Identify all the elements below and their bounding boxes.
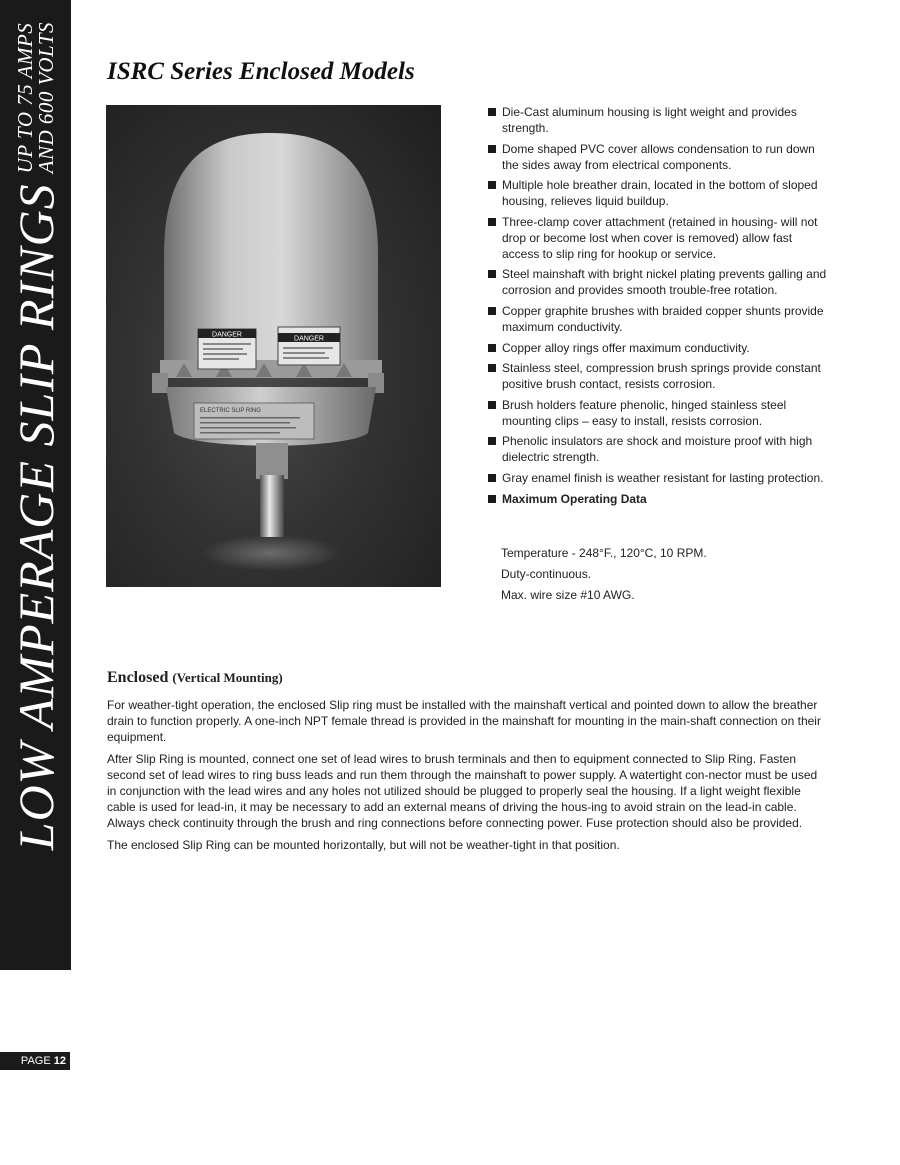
side-banner-line1: UP TO 75 AMPS: [13, 22, 37, 174]
feature-item: Brush holders feature phenolic, hinged stainless steel mounting clips – easy to install, resists corrosion.: [488, 397, 828, 429]
page-number-tab: [0, 1052, 70, 1070]
enclosed-heading-subtitle: (Vertical Mounting): [172, 670, 283, 685]
floor-reflection: [201, 535, 341, 571]
feature-item: Gray enamel finish is weather resistant for lasting protection.: [488, 470, 828, 486]
body-paragraph: The enclosed Slip Ring can be mounted horizontally, but will not be weather-tight in that position.: [107, 838, 620, 852]
enclosed-heading: [107, 669, 283, 687]
enclosed-body: [107, 697, 827, 859]
operating-data: [501, 545, 707, 608]
feature-item: Stainless steel, compression brush springs provide constant positive brush contact, resists corrosion.: [488, 360, 828, 392]
nameplate: [194, 403, 314, 439]
feature-item: Three-clamp cover attachment (retained in housing- will not drop or become lost when cover is removed) allow fast access to slip ring for hookup or service.: [488, 214, 828, 262]
feature-list: [488, 104, 828, 511]
product-photo: [106, 105, 441, 587]
operating-duty: Duty-continuous.: [501, 567, 592, 581]
feature-item: Copper graphite brushes with braided copper shunts provide maximum conductivity.: [488, 303, 828, 335]
feature-item: Steel mainshaft with bright nickel plating prevents galling and corrosion and provides smooth trouble-free rotation.: [488, 266, 828, 298]
slip-ring-illustration: [106, 105, 441, 587]
feature-item: Multiple hole breather drain, located in the bottom of sloped housing, relieves liquid buildup.: [488, 177, 828, 209]
side-banner-text: [0, 0, 71, 970]
operating-data-heading: Maximum Operating Data: [488, 491, 828, 507]
feature-item: Die-Cast aluminum housing is light weight and provides strength.: [488, 104, 828, 136]
side-banner: [0, 0, 71, 970]
side-banner-subtitle: [15, 22, 56, 173]
svg-text:ELECTRIC SLIP RING: ELECTRIC SLIP RING: [200, 408, 261, 414]
feature-item: Phenolic insulators are shock and moisture proof with high dielectric strength.: [488, 433, 828, 465]
operating-wire-size: Max. wire size #10 AWG.: [501, 588, 635, 602]
dome-cover: [164, 133, 378, 367]
side-banner-line2: AND 600 VOLTS: [34, 22, 58, 174]
svg-text:DANGER: DANGER: [294, 335, 324, 343]
operating-temperature: Temperature - 248°F., 120°C, 10 RPM.: [501, 546, 707, 560]
enclosed-heading-title: Enclosed: [107, 669, 169, 686]
body-paragraph: For weather-tight operation, the enclosed Slip ring must be installed with the mainshaft vertical and pointed down to allow the breather drain to function properly. A one-inch NPT female thread is provided in the mainshaft for mounting in the main-shaft connection on their equipment.: [107, 698, 821, 744]
feature-item: Dome shaped PVC cover allows condensation to run down the sides away from electrical components.: [488, 141, 828, 173]
right-danger-label: [278, 327, 340, 365]
svg-text:DANGER: DANGER: [212, 331, 242, 339]
page-label: PAGE: [20, 1055, 51, 1067]
side-banner-title: LOW AMPERAGE SLIP RINGS: [7, 183, 64, 851]
body-paragraph: After Slip Ring is mounted, connect one set of lead wires to brush terminals and then to equipment connected to Slip Ring. Fasten second set of lead wires to ring buss leads and run them through the mainshaft to power supply. A watertight con-nector must be used in conjunction with the lead wires and any holes not utilized should be plugged to properly seal the housing. If a light weight flexible cable is used for lead-in, it may be necessary to add an external means of driving the hous-ing to avoid strain on the lead-in cable. Always check continuity through the brush and ring connections before connecting power. Fuse protection should also be provided.: [107, 752, 818, 830]
left-danger-label: [198, 329, 256, 369]
page-title: ISRC Series Enclosed Models: [107, 58, 415, 85]
page-number: 12: [53, 1055, 66, 1067]
mainshaft: [260, 475, 284, 537]
feature-item: Copper alloy rings offer maximum conductivity.: [488, 340, 828, 356]
left-clamp: [152, 373, 168, 393]
shaft-collar: [256, 443, 288, 479]
